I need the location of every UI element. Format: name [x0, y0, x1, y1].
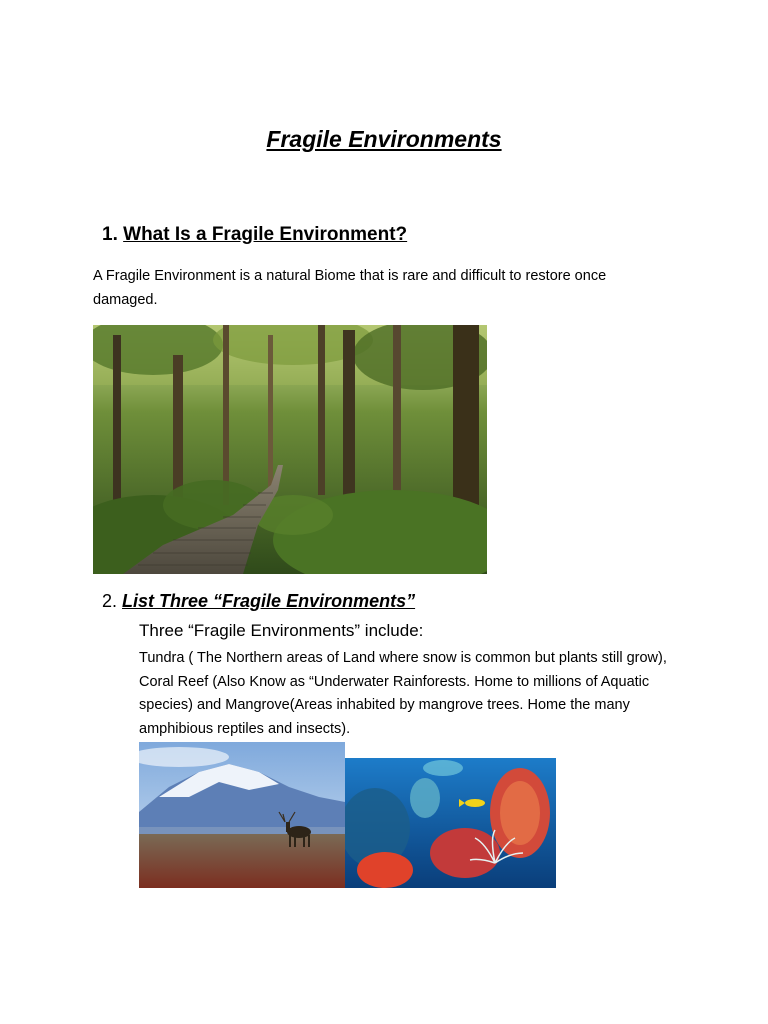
rainforest-boardwalk-photo	[93, 325, 487, 574]
coral-reef-photo	[345, 758, 556, 888]
section-2-body: Tundra ( The Northern areas of Land where snow is common but plants still grow), Coral Reef (Also Know as “Underwater Rainforests. Home to millions of Aquatic species) and Mangrove(Areas inhabited by mangrove trees. Home the many amphibious reptiles and insects).	[139, 650, 667, 737]
page-title: Fragile Environments	[266, 126, 502, 152]
section-1-number: 1.	[102, 224, 118, 245]
section-2-number: 2.	[102, 591, 118, 611]
section-2-heading	[102, 591, 415, 612]
tundra-caribou-photo	[139, 742, 345, 888]
section-2-intro: Three “Fragile Environments” include:	[139, 621, 424, 640]
section-1-heading-text: What Is a Fragile Environment?	[123, 224, 408, 245]
section-1-heading	[102, 224, 407, 246]
section-2-heading-text: List Three “Fragile Environments”	[122, 591, 416, 611]
section-1-body: A Fragile Environment is a natural Biome that is rare and difficult to restore once damaged.	[93, 268, 607, 308]
